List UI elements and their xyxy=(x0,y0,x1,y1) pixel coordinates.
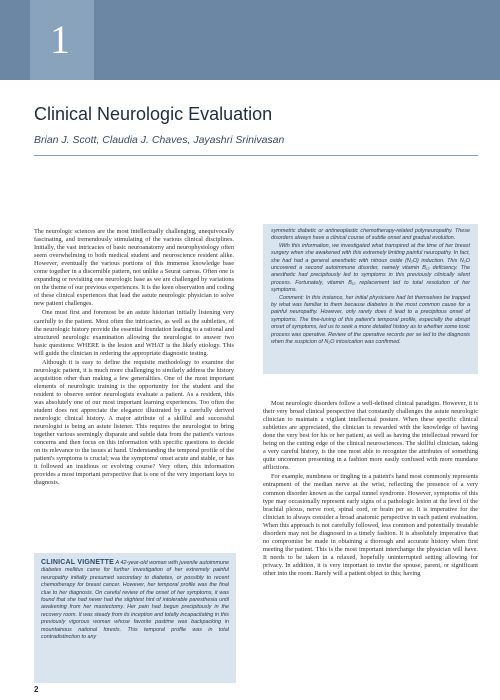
body-paragraph: Most neurologic disorders follow a well-defined clinical paradigm. However, it is their very broad clinical perspective that constantly challenges the astute neurologic clinician to maintain a vigilant intellectual posture. When these specific clinical subtleties are appreciated, the clinician is rewarded with the knowledge of having done the very best for his or her patient, as well as having the intellectual reward for being on the cutting edge of the clinical neurosciences. The skillful clinician, taking a very careful history, is the one most able to recognize the attributes of something quite uncommon presenting in a fashion more easily confused with more mundane afflictions. xyxy=(263,400,478,472)
chapter-title: Clinical Neurologic Evaluation xyxy=(34,104,273,124)
chapter-authors: Brian J. Scott, Claudia J. Chaves, Jayashri Srinivasan xyxy=(34,134,285,146)
vignette-comment: Comment: In this instance, her initial physicians had let themselves be trapped by what was familiar to them because diabetes is the most common cause for a painful neuropathy. However, only rarely does it lead to a precipitous onset of symptoms. The fine-tuning of this patient's temporal profile, especially the abrupt onset of symptoms, led us to seek a more detailed history as to whether some toxic process was operative. Review of the operative records per se led to the diagnosis when the suspicion of N₂O intoxication was confirmed. xyxy=(271,294,470,346)
right-column xyxy=(263,400,478,579)
clinical-vignette-box xyxy=(34,553,236,683)
chapter-banner xyxy=(0,0,500,80)
left-column xyxy=(34,228,234,489)
chapter-number: 1 xyxy=(50,17,70,62)
body-paragraph: The neurologic sciences are the most intellectually challenging, unequivocally fascinating, and tremendously stimulating of the various clinical disciplines. Initially, the vast intricacies of basic neuroanatomy and neurophysiology often seem overwhelming to both medical student and neuroscience resident alike. However, eventually the various portions of this immense knowledge base come together in a discernible pattern, not unlike a Seurat canvas. Often one is expanding or revisiting one neurologic base as we are challenged by variations on the theme of our previous experiences. It is the keen observation and coding of these clinical experiences that lead the astute neurologic physician to solve new patient challenges. xyxy=(34,228,234,308)
body-paragraph: Although it is easy to define the requisite methodology to examine the neurologic patient, it is much more challenging to similarly address the history acquisition other than making a few generalities. One of the most important elements of neurologic training is the opportunity for the student and the resident to observe senior neurologists evaluate a patient. As a resident, this was absolutely one of our most important learning experiences. Too often the student does not appreciate the elegance illustrated by a carefully derived neurologic clinical history. A major attribute of a skillful and successful neurologist is being an astute listener. This requires the neurologist to bring together various seemingly disparate and subtle data from the patient's various concerns and then focus on this information with specific questions to decide on its relevance to the issues at hand. Understanding the temporal profile of the patient's symptoms is crucial; was the symptoms' onset acute and stable, or has it followed an insidious or evolving course? Very often, this information provides a most important perspective that is one of the very important keys to diagnosis. xyxy=(34,358,234,487)
body-paragraph: One must first and foremost be an astute historian initially listening very carefully to the patient. Most often the intricacies, as well as the subtleties, of the neurologic history provide the essential foundation leading to a rational and structured neurologic examination allowing the neurologist to answer two basic questions: WHERE is the lesion and WHAT is the likely etiology. This will guide the clinician in ordering the appropriate diagnostic testing. xyxy=(34,309,234,357)
clinical-vignette-paragraph xyxy=(41,559,229,641)
clinical-vignette-continued-box xyxy=(263,224,478,374)
clinical-vignette-label: CLINICAL VIGNETTE xyxy=(41,559,115,566)
vignette-paragraph: With this information, we investigated what transpired at the time of her breast surgery when she awakened with this extremely limiting painful neuropathy. In fact, she had had a general anesthetic with nitrous oxide (N₂O) induction. This N₂O uncovered a second autoimmune disorder, namely vitamin B₁₂ deficiency. The anesthetic had precipitously led to symptoms in this previously clinically silent process. Fortunately, vitamin B₁₂ replacement led to total resolution of her symptoms. xyxy=(271,242,470,294)
body-paragraph: For example, numbness or tingling in a patient's hand most commonly represents entrapment of the median nerve at the wrist, reflecting the presence of a very common disorder known as the carpal tunnel syndrome. However, symptoms of this type may occasionally represent early signs of a pathologic lesion at the level of the brachial plexus, nerve root, spinal cord, or brain per se. It is imperative for the clinician to always consider a broad anatomic perspective in each patient evaluation. When this approach is not carefully followed, less common and potentially treatable disorders may not be diagnosed in a timely fashion. It is absolutely imperative that no compromise be made in obtaining a thorough and accurate history when first meeting the patient. This is the most important interchange the physician will have. It needs to be taken in a relaxed, hopefully uninterrupted setting allowing for privacy. In addition, it is very important to invite the spouse, parent, or significant other into the room. Rarely will a patient object to this; having xyxy=(263,473,478,577)
vignette-paragraph: symmetric diabetic or antineoplastic chemotherapy-related polyneuropathy. These disorders always have a clinical course of subtle onset and gradual evolution. xyxy=(271,228,470,242)
page-number: 2 xyxy=(34,685,39,694)
title-divider xyxy=(34,155,478,156)
clinical-vignette-text: A 42-year-old woman with juvenile autoimmune diabetes mellitus came for further investigation of her extremely painful neuropathy initially presumed secondary to diabetes, or possibly to recent chemotherapy for breast cancer. However, her temporal profile was the final clue to her diagnosis. On careful review of the onset of her symptoms, it was found that she had never had the slightest hint of intolerable paresthesia until awakening from her mastectomy. Her pain had begun precipitously in the recovery room. It was steady from its inception and totally incapacitating in this previously vigorous woman whose favorite pastime was backpacking in mountainous national forests. This temporal profile was in total contradistinction to any xyxy=(41,560,229,641)
